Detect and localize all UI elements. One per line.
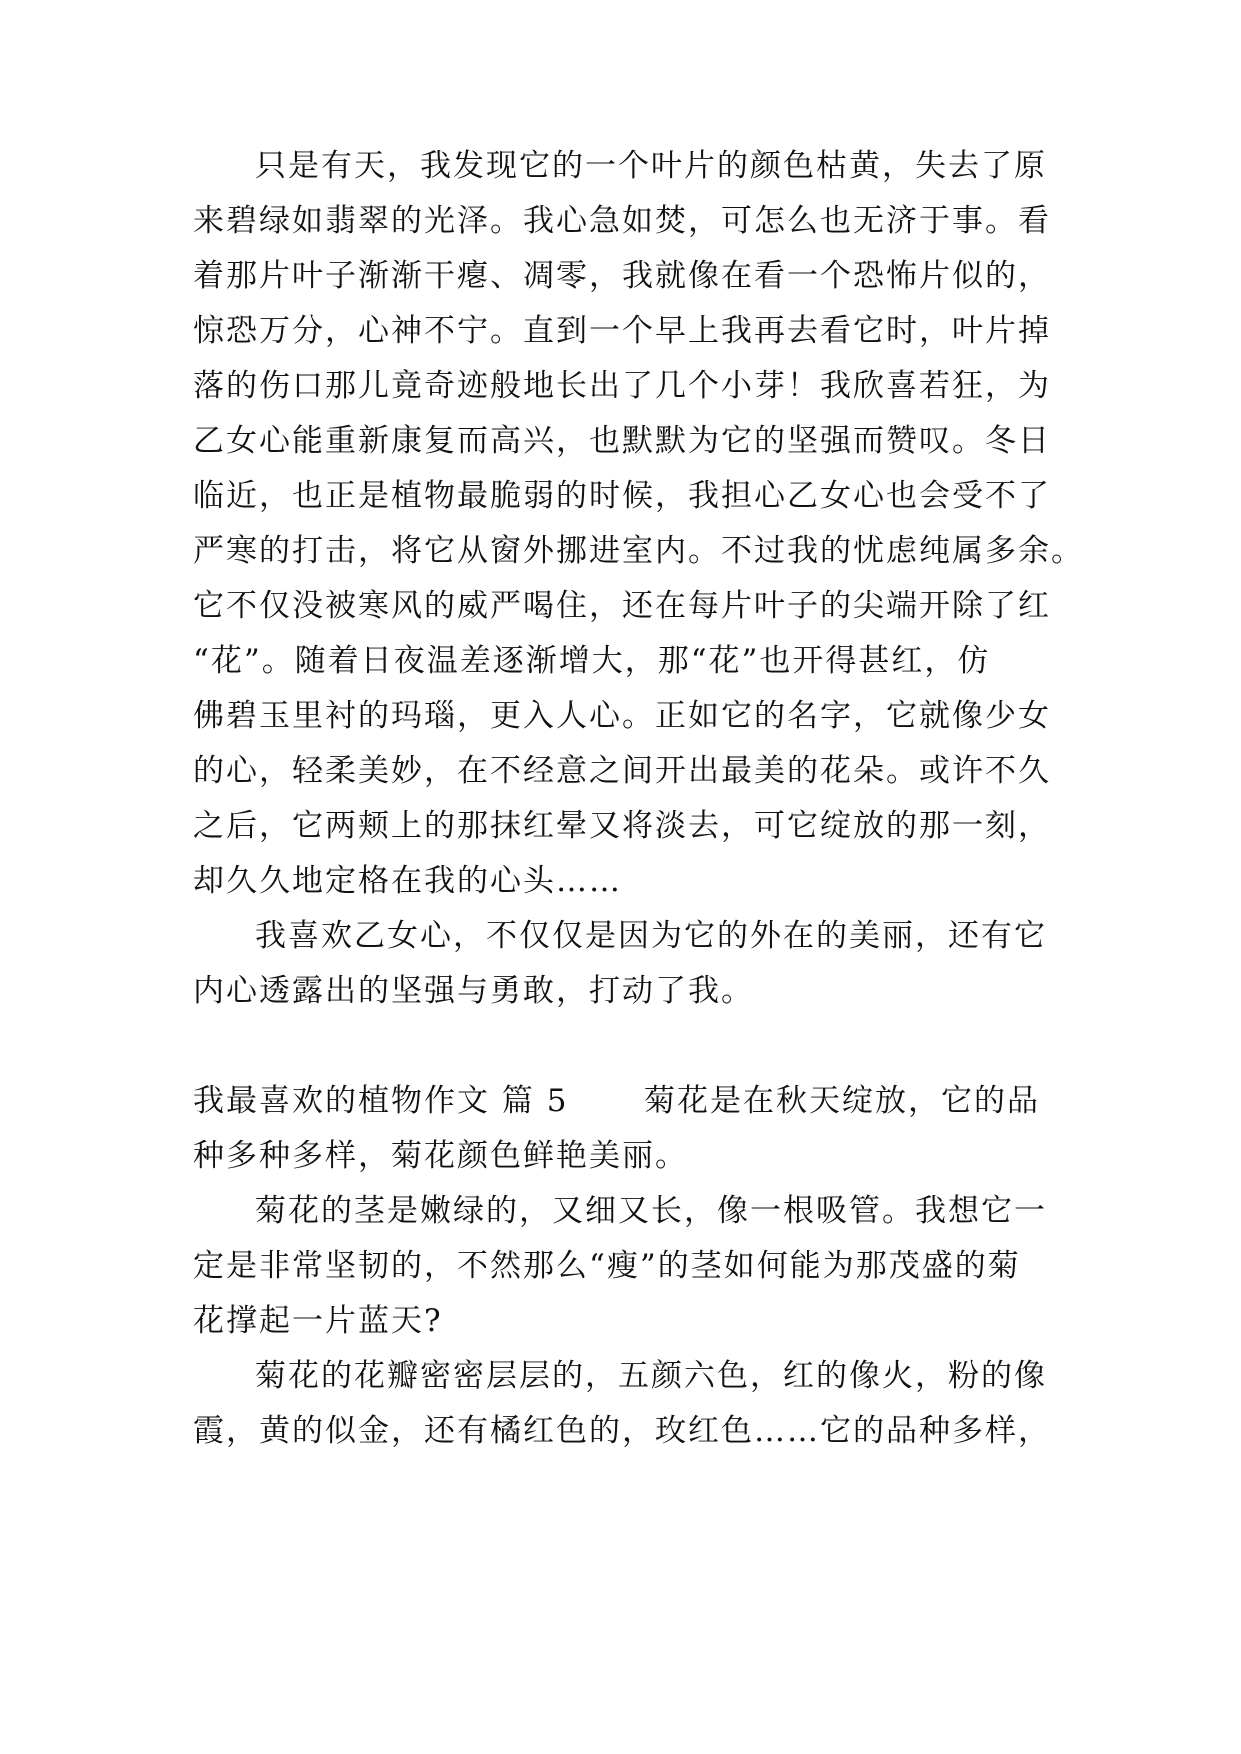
- text-line: 却久久地定格在我的心头……: [193, 863, 622, 899]
- text-line: 严寒的打击，将它从窗外挪进室内。不过我的忧虑纯属多余。: [193, 533, 1084, 569]
- text-line: 菊花是在秋天绽放，它的品: [644, 1083, 1040, 1119]
- text-line: 它不仅没被寒风的威严喝住，还在每片叶子的尖端开除了红: [193, 588, 1051, 624]
- text-line: 霞，黄的似金，还有橘红色的，玫红色……它的品种多样，: [193, 1413, 1051, 1449]
- text-line: 我喜欢乙女心，不仅仅是因为它的外在的美丽，还有它: [255, 918, 1047, 954]
- text-line: 的心，轻柔美妙，在不经意之间开出最美的花朵。或许不久: [193, 753, 1051, 789]
- text-line: 菊花的茎是嫩绿的，又细又长，像一根吸管。我想它一: [255, 1193, 1047, 1229]
- text-line: 惊恐万分，心神不宁。直到一个早上我再去看它时，叶片掉: [193, 313, 1051, 349]
- text-line: 花撑起一片蓝天?: [193, 1303, 443, 1339]
- text-line: 佛碧玉里衬的玛瑙，更入人心。正如它的名字，它就像少女: [193, 698, 1051, 734]
- text-line: “花”。随着日夜温差逐渐增大，那“花”也开得甚红，仿: [193, 643, 991, 679]
- text-line: 着那片叶子渐渐干瘪、凋零，我就像在看一个恐怖片似的，: [193, 258, 1051, 294]
- text-line: 来碧绿如翡翠的光泽。我心急如焚，可怎么也无济于事。看: [193, 203, 1051, 239]
- text-line: 临近，也正是植物最脆弱的时候，我担心乙女心也会受不了: [193, 478, 1051, 514]
- text-line: 内心透露出的坚强与勇敢，打动了我。: [193, 973, 754, 1009]
- text-line: 乙女心能重新康复而高兴，也默默为它的坚强而赞叹。冬日: [193, 423, 1051, 459]
- text-line: 只是有天，我发现它的一个叶片的颜色枯黄，失去了原: [255, 148, 1047, 184]
- section-heading: 我最喜欢的植物作文 篇 5: [193, 1083, 569, 1119]
- text-line: 定是非常坚韧的，不然那么“瘦”的茎如何能为那茂盛的菊: [193, 1248, 1021, 1284]
- text-line: 落的伤口那儿竟奇迹般地长出了几个小芽！我欣喜若狂，为: [193, 368, 1051, 404]
- text-line: 菊花的花瓣密密层层的，五颜六色，红的像火，粉的像: [255, 1358, 1047, 1394]
- text-line: 之后，它两颊上的那抹红晕又将淡去，可它绽放的那一刻，: [193, 808, 1051, 844]
- text-line: 种多种多样，菊花颜色鲜艳美丽。: [193, 1138, 688, 1174]
